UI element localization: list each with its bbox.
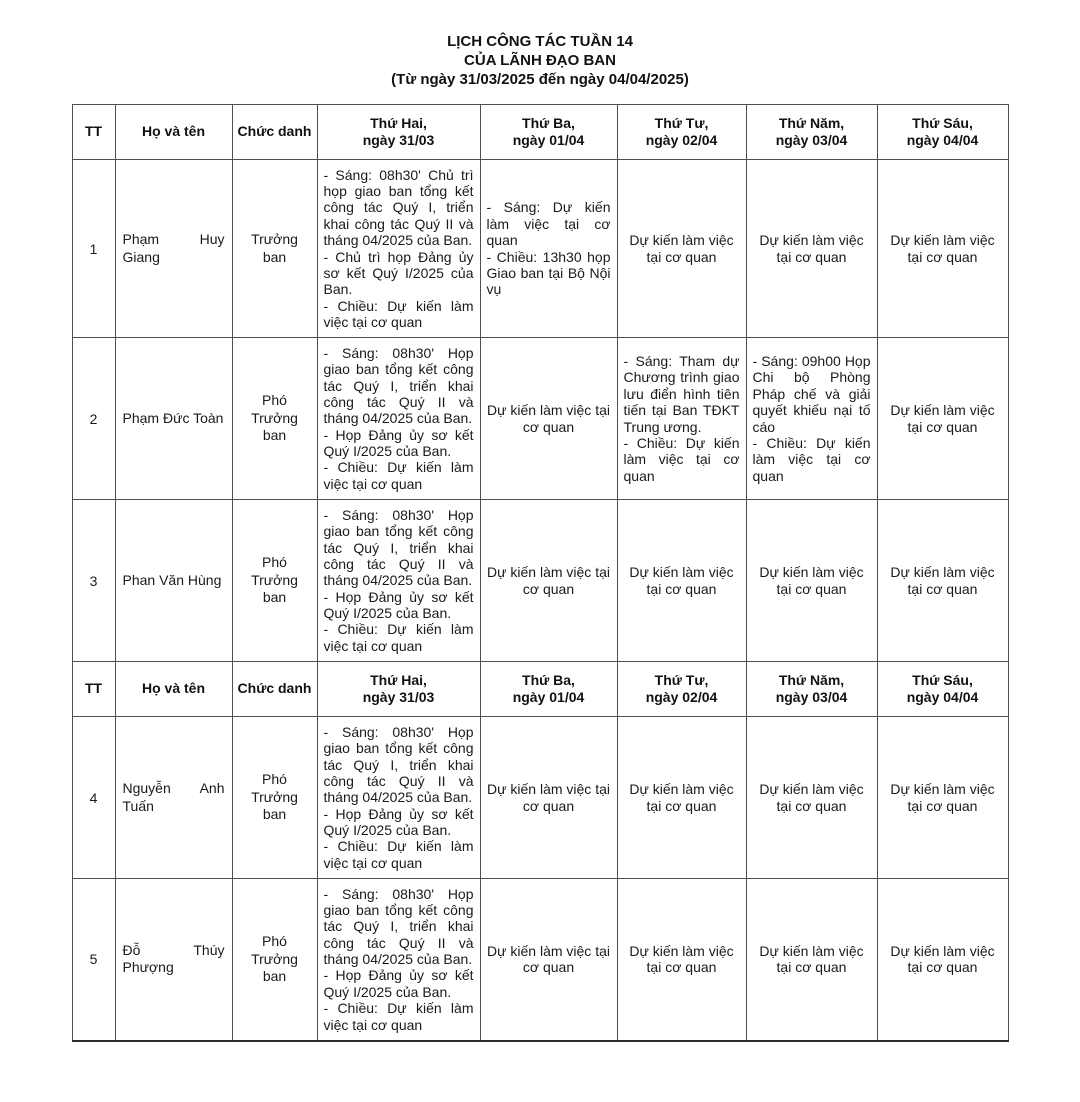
day-paragraph: Dự kiến làm việc tại cơ quan (890, 942, 995, 976)
cell-day-tuesday (480, 338, 617, 500)
header-cell-line: ngày 01/04 (512, 689, 585, 705)
cell-role: Phó Trưởng ban (232, 338, 317, 500)
header-cell-name (115, 662, 232, 717)
day-paragraph: Dự kiến làm việc tại cơ quan (759, 781, 864, 814)
document-title (0, 32, 1080, 89)
day-paragraph: Dự kiến làm việc tại cơ quan (890, 564, 995, 597)
day-paragraph: - Chiều: 13h30 họp Giao ban tại Bộ Nội vụ (486, 248, 611, 298)
header-cell-line: ngày 03/04 (775, 689, 848, 705)
day-paragraph: Dự kiến làm việc tại cơ quan (487, 781, 610, 814)
header-cell-wednesday (617, 662, 746, 717)
day-paragraph: - Chiều: Dự kiến làm việc tại cơ quan (323, 1000, 474, 1033)
header-cell-line: ngày 02/04 (645, 689, 718, 705)
cell-day-tuesday (480, 717, 617, 879)
header-cell-tuesday (480, 662, 617, 717)
day-paragraph: - Họp Đảng ủy sơ kết Quý I/2025 của Ban. (323, 805, 474, 839)
cell-day-friday (877, 160, 1008, 338)
day-paragraph: Dự kiến làm việc tại cơ quan (890, 781, 995, 814)
day-paragraph: - Sáng: 08h30' Họp giao ban tổng kết công tác Quý I, triển khai công tác Quý II và tháng 04/2025 của Ban. (323, 344, 474, 427)
header-cell-monday (317, 105, 480, 160)
day-paragraph: Dự kiến làm việc tại cơ quan (890, 402, 995, 435)
table-row (72, 338, 1008, 500)
header-cell-line: ngày 04/04 (906, 689, 979, 705)
day-paragraph: Dự kiến làm việc tại cơ quan (759, 942, 864, 976)
cell-day-monday (317, 160, 480, 338)
cell-day-thursday (746, 879, 877, 1041)
day-paragraph: - Chủ trì họp Đảng ủy sơ kết Quý I/2025 của Ban. (323, 248, 474, 298)
table-row (72, 717, 1008, 879)
header-cell-line: Thứ Tư, (654, 114, 709, 131)
cell-day-thursday (746, 717, 877, 879)
cell-tt: 2 (72, 338, 115, 500)
header-cell-line: Thứ Ba, (522, 114, 575, 131)
day-paragraph: - Sáng: Dự kiến làm việc tại cơ quan (486, 199, 611, 249)
cell-tt: 1 (72, 160, 115, 338)
table-row (72, 500, 1008, 662)
header-cell-name (115, 105, 232, 160)
header-cell-line: ngày 01/04 (512, 132, 585, 148)
cell-day-friday (877, 717, 1008, 879)
day-paragraph: Dự kiến làm việc tại cơ quan (629, 781, 734, 814)
table-header-row (72, 662, 1008, 717)
day-paragraph: - Sáng: Tham dự Chương trình giao lưu điển hình tiên tiến tại Ban TĐKT Trung ương. (623, 353, 740, 435)
cell-role: Trưởng ban (232, 160, 317, 338)
header-cell-line: Thứ Năm, (778, 671, 845, 688)
header-cell-line: TT (84, 123, 103, 140)
cell-day-monday (317, 879, 480, 1041)
cell-day-wednesday (617, 500, 746, 662)
title-line-3: (Từ ngày 31/03/2025 đến ngày 04/04/2025) (391, 71, 689, 88)
cell-day-thursday (746, 338, 877, 500)
header-cell-line: Thứ Hai, (370, 671, 427, 688)
day-paragraph: Dự kiến làm việc tại cơ quan (759, 232, 864, 265)
day-paragraph: - Họp Đảng ủy sơ kết Quý I/2025 của Ban. (323, 588, 474, 622)
cell-day-tuesday (480, 160, 617, 338)
cell-name: Đỗ Thúy Phượng (115, 879, 232, 1041)
cell-day-wednesday (617, 717, 746, 879)
cell-role: Phó Trưởng ban (232, 879, 317, 1041)
header-cell-line: Thứ Ba, (522, 671, 575, 688)
header-cell-line: Họ và tên (141, 680, 205, 697)
header-cell-line: Chức danh (237, 680, 312, 697)
title-line-2: CỦA LÃNH ĐẠO BAN (464, 52, 616, 69)
day-paragraph: - Họp Đảng ủy sơ kết Quý I/2025 của Ban. (323, 426, 474, 460)
cell-day-thursday (746, 500, 877, 662)
title-line-1: LỊCH CÔNG TÁC TUẦN 14 (447, 33, 633, 50)
day-paragraph: - Sáng: 08h30' Họp giao ban tổng kết công tác Quý I, triển khai công tác Quý II và tháng 04/2025 của Ban. (323, 723, 474, 806)
day-paragraph: - Họp Đảng ủy sơ kết Quý I/2025 của Ban. (323, 967, 474, 1000)
day-paragraph: Dự kiến làm việc tại cơ quan (487, 402, 610, 435)
cell-day-friday (877, 338, 1008, 500)
cell-tt: 4 (72, 717, 115, 879)
day-paragraph: Dự kiến làm việc tại cơ quan (629, 564, 734, 597)
table-row (72, 879, 1008, 1041)
cell-day-monday (317, 338, 480, 500)
day-paragraph: - Chiều: Dự kiến làm việc tại cơ quan (752, 434, 871, 484)
cell-name: Phạm Huy Giang (115, 160, 232, 338)
header-cell-line: Thứ Tư, (654, 671, 709, 688)
cell-day-wednesday (617, 879, 746, 1041)
day-paragraph: Dự kiến làm việc tại cơ quan (629, 232, 734, 265)
cell-day-tuesday (480, 500, 617, 662)
cell-name: Phạm Đức Toàn (115, 338, 232, 500)
cell-day-tuesday (480, 879, 617, 1041)
cell-role: Phó Trưởng ban (232, 500, 317, 662)
header-cell-role (232, 662, 317, 717)
header-cell-line: ngày 03/04 (775, 132, 848, 148)
header-cell-line: TT (84, 680, 103, 697)
day-paragraph: Dự kiến làm việc tại cơ quan (487, 564, 610, 597)
header-cell-thursday (746, 662, 877, 717)
cell-day-monday (317, 717, 480, 879)
cell-tt: 5 (72, 879, 115, 1041)
header-cell-tt (72, 105, 115, 160)
table-row (72, 160, 1008, 338)
header-cell-friday (877, 662, 1008, 717)
cell-name: Nguyễn Anh Tuấn (115, 717, 232, 879)
header-cell-line: Thứ Sáu, (912, 671, 973, 688)
day-paragraph: Dự kiến làm việc tại cơ quan (487, 942, 610, 976)
header-cell-tuesday (480, 105, 617, 160)
day-paragraph: - Chiều: Dự kiến làm việc tại cơ quan (323, 838, 474, 871)
day-paragraph: - Sáng: 08h30' Họp giao ban tổng kết công tác Quý I, triển khai công tác Quý II và tháng 04/2025 của Ban. (323, 885, 474, 968)
cell-day-wednesday (617, 338, 746, 500)
table-header-row (72, 105, 1008, 160)
day-paragraph: - Chiều: Dự kiến làm việc tại cơ quan (323, 621, 474, 654)
day-paragraph: - Chiều: Dự kiến làm việc tại cơ quan (323, 459, 474, 492)
cell-tt: 3 (72, 500, 115, 662)
cell-day-friday (877, 500, 1008, 662)
day-paragraph: - Sáng: 08h30' Họp giao ban tổng kết công tác Quý I, triển khai công tác Quý II và tháng 04/2025 của Ban. (323, 506, 474, 589)
header-cell-role (232, 105, 317, 160)
day-paragraph: - Chiều: Dự kiến làm việc tại cơ quan (323, 297, 474, 330)
day-paragraph: Dự kiến làm việc tại cơ quan (759, 564, 864, 597)
cell-day-thursday (746, 160, 877, 338)
day-paragraph: Dự kiến làm việc tại cơ quan (629, 942, 734, 976)
header-cell-line: Thứ Năm, (778, 114, 845, 131)
header-cell-line: Thứ Hai, (370, 114, 427, 131)
header-cell-thursday (746, 105, 877, 160)
header-cell-line: Chức danh (237, 123, 312, 140)
cell-day-friday (877, 879, 1008, 1041)
day-paragraph: Dự kiến làm việc tại cơ quan (890, 232, 995, 265)
cell-day-wednesday (617, 160, 746, 338)
cell-role: Phó Trưởng ban (232, 717, 317, 879)
day-paragraph: - Sáng: 09h00 Họp Chi bộ Phòng Pháp chế và giải quyết khiếu nại tố cáo (752, 353, 871, 435)
header-cell-line: ngày 31/03 (362, 689, 435, 705)
header-cell-line: ngày 04/04 (906, 132, 979, 148)
header-cell-line: ngày 02/04 (645, 132, 718, 148)
schedule-table-body (72, 105, 1008, 1041)
header-cell-line: Họ và tên (141, 123, 205, 140)
header-cell-wednesday (617, 105, 746, 160)
header-cell-friday (877, 105, 1008, 160)
header-cell-line: ngày 31/03 (362, 132, 435, 148)
header-cell-monday (317, 662, 480, 717)
schedule-table (72, 104, 1009, 1042)
cell-day-monday (317, 500, 480, 662)
cell-name: Phan Văn Hùng (115, 500, 232, 662)
header-cell-line: Thứ Sáu, (912, 114, 973, 131)
day-paragraph: - Sáng: 08h30' Chủ trì họp giao ban tổng kết công tác Quý I, triển khai công tác Quý II và tháng 04/2025 của Ban. (323, 166, 474, 249)
day-paragraph: - Chiều: Dự kiến làm việc tại cơ quan (623, 434, 740, 484)
header-cell-tt (72, 662, 115, 717)
